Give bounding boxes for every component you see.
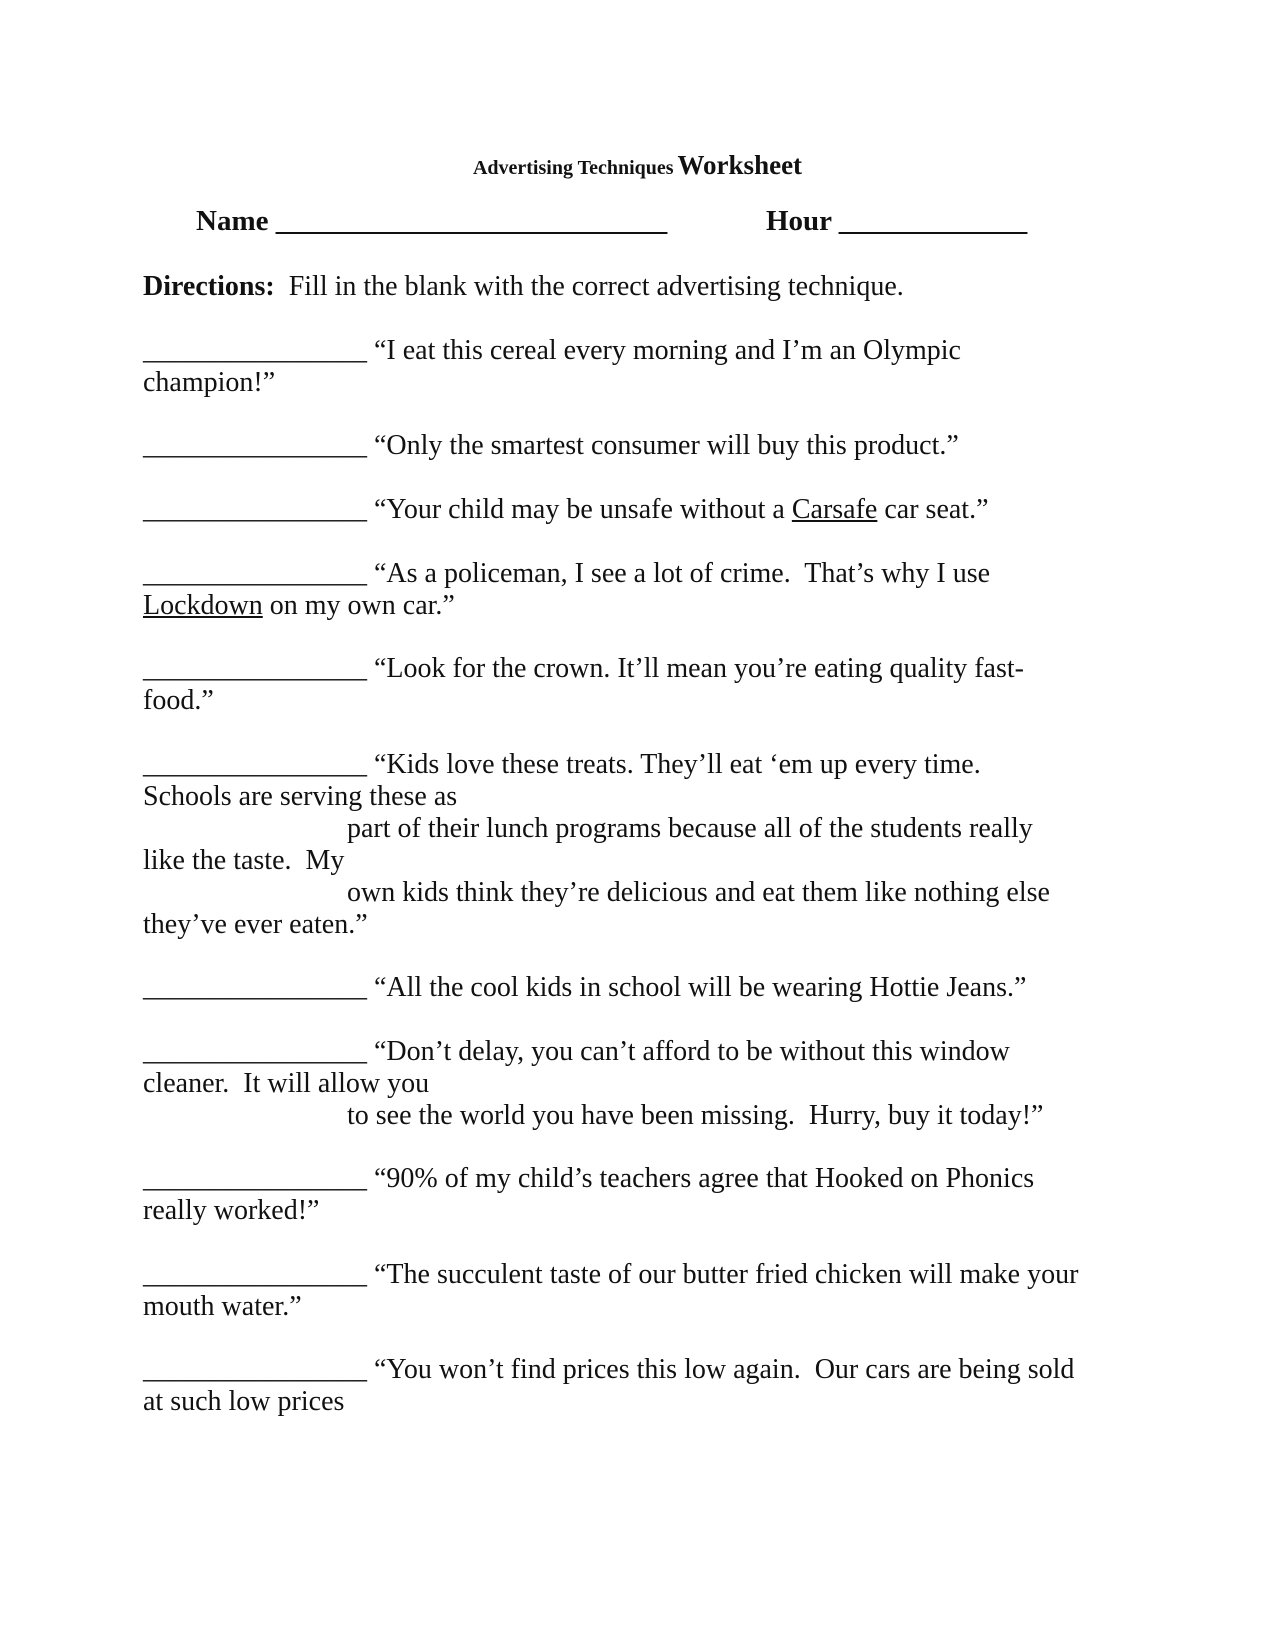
question-7-text: “All the cool kids in school will be wearing Hottie Jeans.” bbox=[374, 972, 1027, 1003]
directions bbox=[143, 271, 904, 303]
brand-carsafe: Carsafe bbox=[791, 494, 878, 525]
answer-blank-10[interactable]: ________________ bbox=[143, 1259, 367, 1290]
question-3-text-post: car seat.” bbox=[877, 494, 989, 525]
question-6-text: “Kids love these treats. They’ll eat ‘em up every time. bbox=[374, 749, 981, 780]
name-blank[interactable]: ___________________________ bbox=[275, 205, 668, 237]
question-2 bbox=[143, 430, 959, 462]
question-1 bbox=[143, 335, 961, 367]
question-11 bbox=[143, 1354, 1074, 1386]
answer-blank-9[interactable]: ________________ bbox=[143, 1163, 367, 1194]
answer-blank-5-part-a[interactable]: _____________ bbox=[143, 653, 325, 684]
hour-blank[interactable]: _____________ bbox=[838, 205, 1028, 237]
question-3-text-pre: “Your child may be unsafe without a bbox=[374, 494, 792, 525]
question-5-line-2: food.” bbox=[143, 685, 214, 716]
question-6-line-3: part of their lunch programs because all of the students really bbox=[347, 813, 1033, 844]
answer-blank-8[interactable]: ________________ bbox=[143, 1036, 367, 1067]
question-5 bbox=[143, 653, 1024, 685]
directions-text: Fill in the blank with the correct advertising technique. bbox=[288, 271, 904, 302]
answer-blank-7[interactable]: ________________ bbox=[143, 972, 367, 1003]
question-4-line-2-post: on my own car.” bbox=[262, 590, 455, 621]
question-6-line-5: own kids think they’re delicious and eat them like nothing else bbox=[347, 877, 1050, 908]
question-5-text: “Look for the crown. It’ll mean you’re eating quality fast- bbox=[374, 653, 1024, 684]
question-4 bbox=[143, 558, 990, 590]
title-part-1: Advertising Techniques bbox=[472, 157, 674, 179]
question-2-text: “Only the smartest consumer will buy this product.” bbox=[374, 430, 959, 461]
question-11-text: “You won’t find prices this low again. Our cars are being sold bbox=[374, 1354, 1075, 1385]
worksheet-title bbox=[0, 150, 1275, 181]
question-8-line-2: cleaner. It will allow you bbox=[143, 1068, 430, 1099]
question-4-line-2 bbox=[143, 590, 455, 622]
question-6-line-2: Schools are serving these as bbox=[143, 781, 458, 812]
answer-blank-11[interactable]: ________________ bbox=[143, 1354, 367, 1385]
answer-blank-5[interactable] bbox=[143, 653, 367, 684]
question-9-line-2: really worked!” bbox=[143, 1195, 320, 1226]
question-9-text: “90% of my child’s teachers agree that Hooked on Phonics bbox=[374, 1163, 1035, 1194]
answer-blank-1[interactable]: ________________ bbox=[143, 335, 367, 366]
answer-blank-2[interactable]: ________________ bbox=[143, 430, 367, 461]
question-6 bbox=[143, 749, 981, 781]
question-1-line-2: champion!” bbox=[143, 367, 276, 398]
question-8 bbox=[143, 1036, 1010, 1068]
question-1-text: “I eat this cereal every morning and I’m an Olympic bbox=[374, 335, 961, 366]
question-10-text: “The succulent taste of our butter fried chicken will make your bbox=[374, 1259, 1079, 1290]
name-field[interactable] bbox=[196, 205, 667, 238]
answer-blank-6[interactable]: ________________ bbox=[143, 749, 367, 780]
answer-blank-4[interactable]: ________________ bbox=[143, 558, 367, 589]
question-8-line-3: to see the world you have been missing. Hurry, buy it today!” bbox=[347, 1100, 1044, 1131]
hour-label: Hour bbox=[766, 205, 832, 237]
answer-blank-5-part-b[interactable]: ___ bbox=[325, 653, 367, 684]
brand-lockdown: Lockdown bbox=[143, 590, 263, 621]
name-label: Name bbox=[196, 205, 269, 237]
question-8-text: “Don’t delay, you can’t afford to be without this window bbox=[374, 1036, 1010, 1067]
question-10 bbox=[143, 1259, 1078, 1291]
question-6-line-6: they’ve ever eaten.” bbox=[143, 909, 368, 940]
question-4-text: “As a policeman, I see a lot of crime. That’s why I use bbox=[374, 558, 991, 589]
question-7 bbox=[143, 972, 1026, 1004]
answer-blank-3[interactable]: ________________ bbox=[143, 494, 367, 525]
question-10-line-2: mouth water.” bbox=[143, 1291, 302, 1322]
question-11-line-2: at such low prices bbox=[143, 1386, 345, 1417]
hour-field[interactable] bbox=[766, 205, 1027, 238]
question-9 bbox=[143, 1163, 1034, 1195]
question-3 bbox=[143, 494, 989, 526]
directions-label: Directions: bbox=[143, 271, 275, 302]
title-part-2: Worksheet bbox=[677, 150, 803, 180]
question-6-line-4: like the taste. My bbox=[143, 845, 345, 876]
